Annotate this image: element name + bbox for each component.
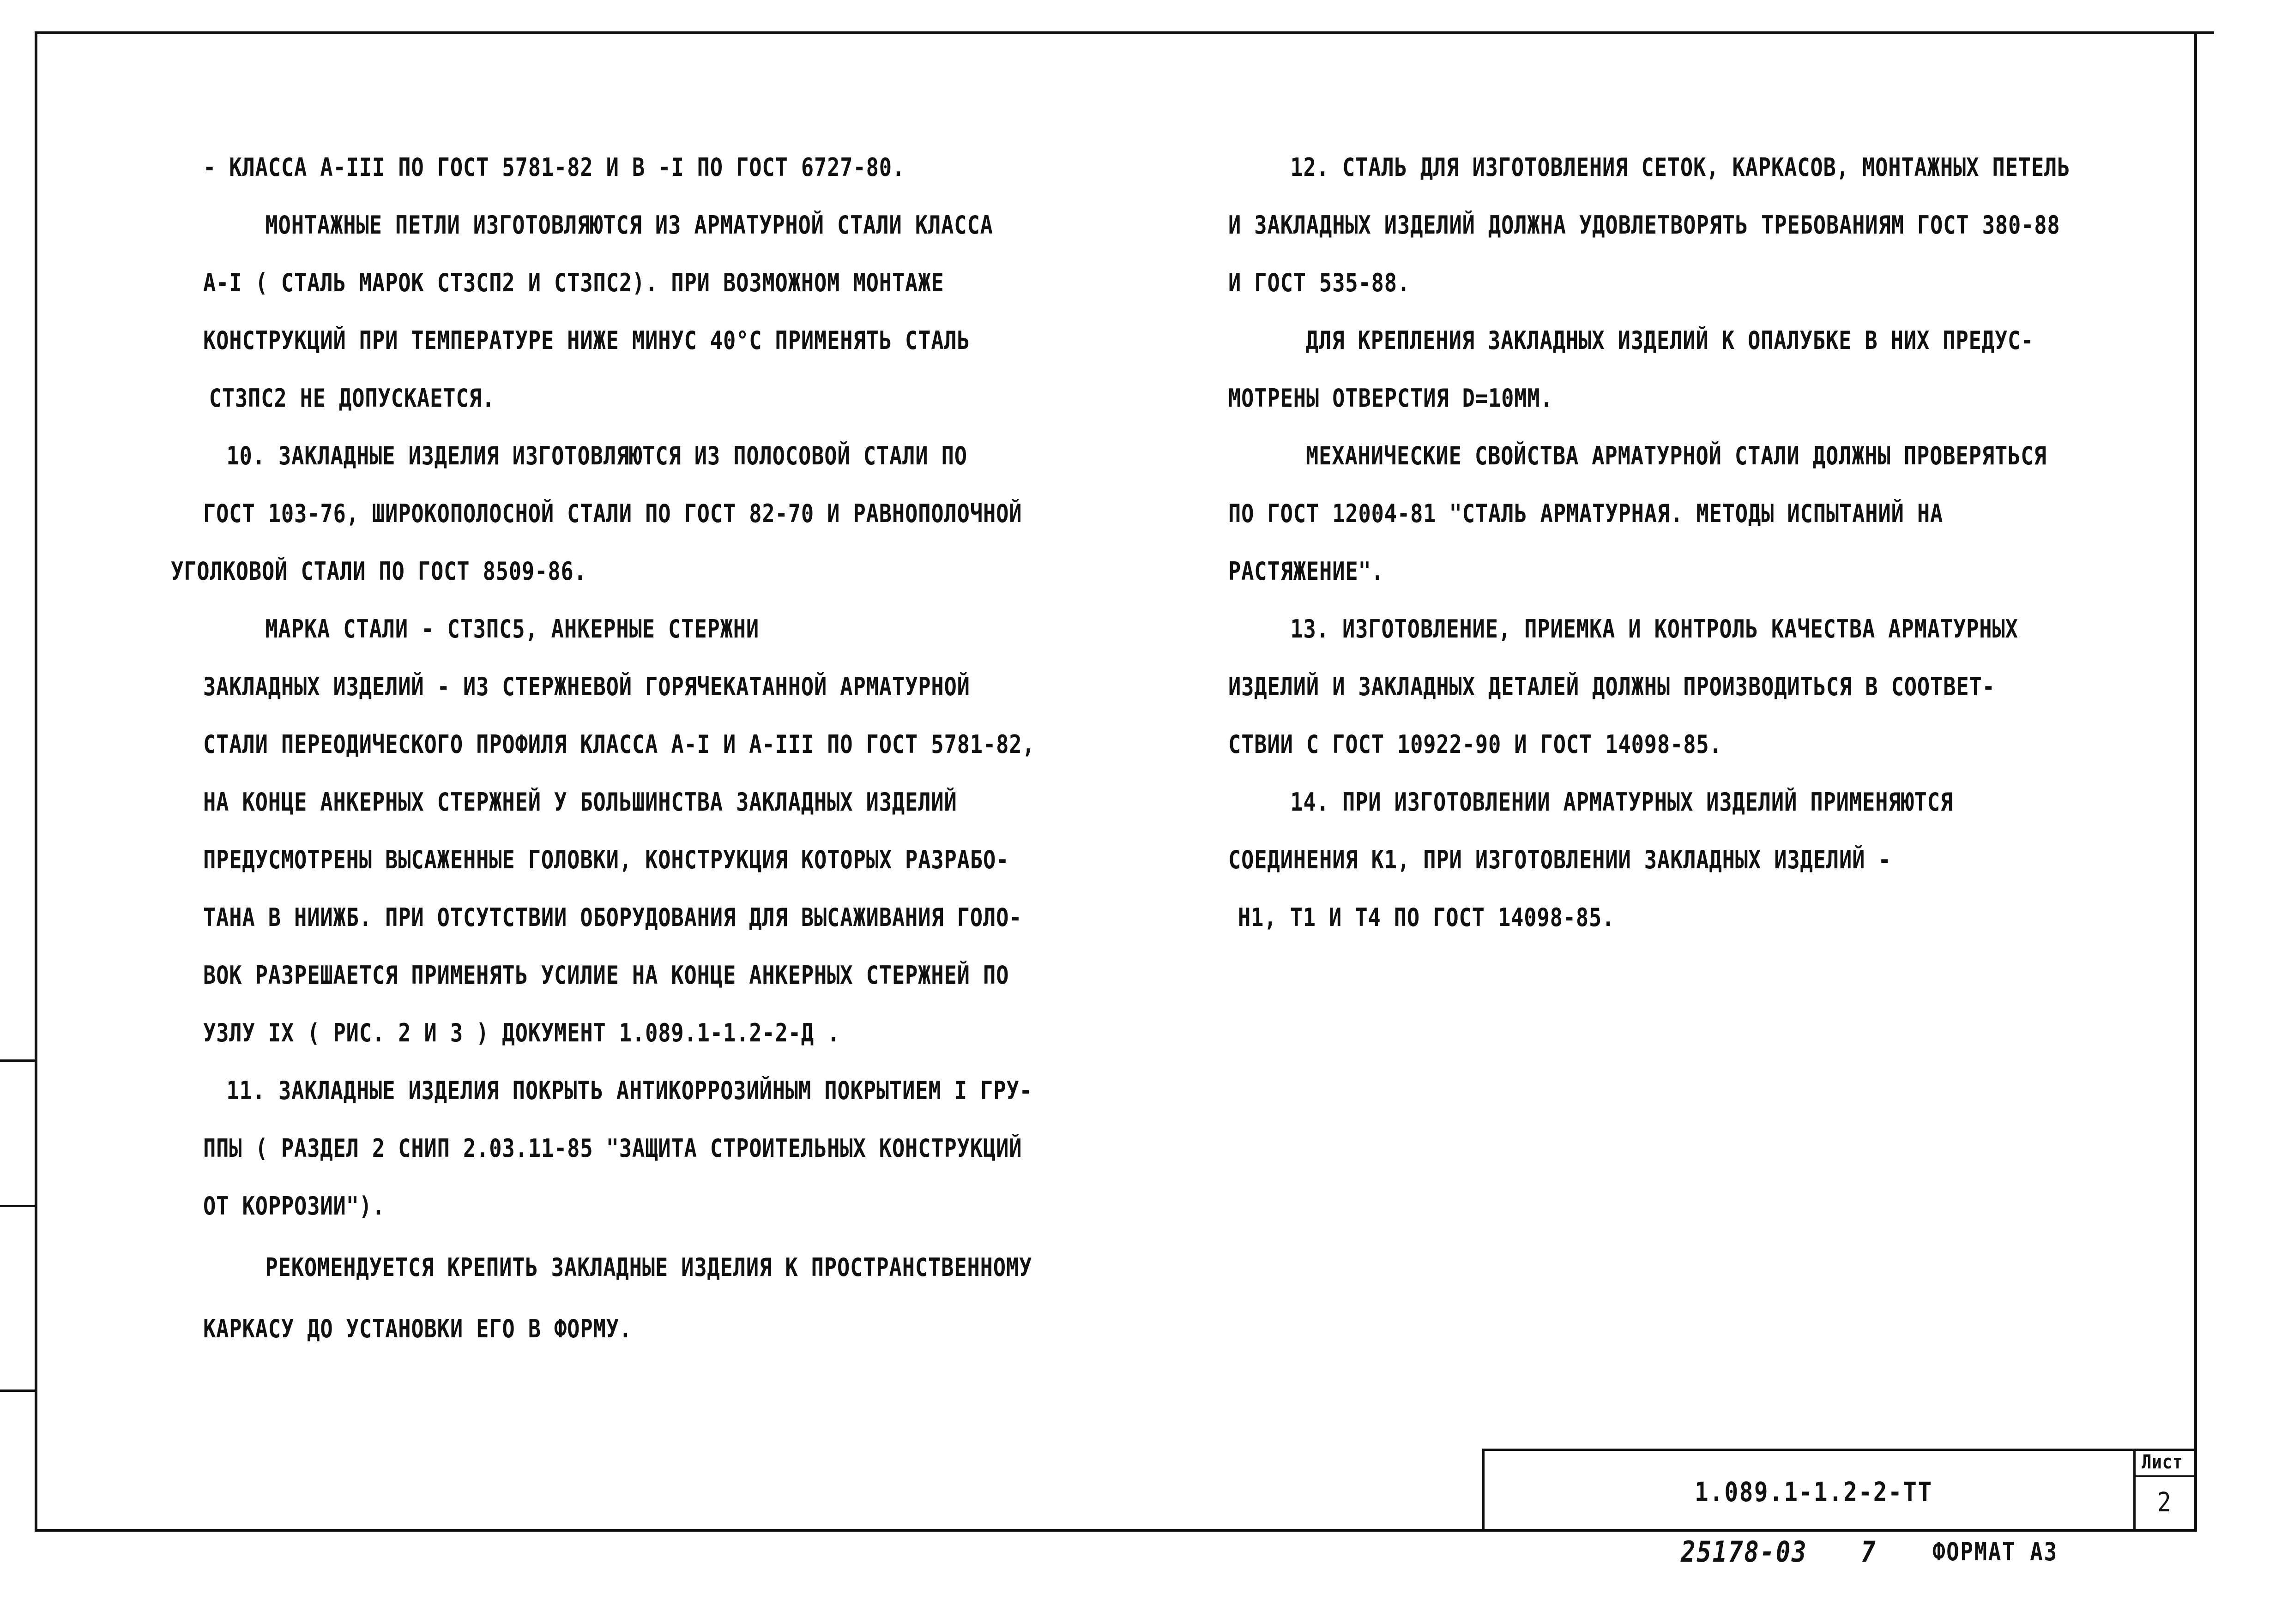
text-line: ИЗДЕЛИЙ И ЗАКЛАДНЫХ ДЕТАЛЕЙ ДОЛЖНЫ ПРОИЗВОДИТЬСЯ В СООТВЕТ- [1228, 672, 1995, 701]
text-line: И ЗАКЛАДНЫХ ИЗДЕЛИЙ ДОЛЖНА УДОВЛЕТВОРЯТЬ ТРЕБОВАНИЯМ ГОСТ 380-88 [1228, 211, 2060, 240]
text-line: СТАЛИ ПЕРЕОДИЧЕСКОГО ПРОФИЛЯ КЛАССА А-I И А-III ПО ГОСТ 5781-82, [203, 730, 1035, 759]
text-line: ПО ГОСТ 12004-81 "СТАЛЬ АРМАТУРНАЯ. МЕТОДЫ ИСПЫТАНИЙ НА [1228, 499, 1944, 528]
sheet-cell-divider [2133, 1475, 2197, 1477]
text-line: 10. ЗАКЛАДНЫЕ ИЗДЕЛИЯ ИЗГОТОВЛЯЮТСЯ ИЗ ПОЛОСОВОЙ СТАЛИ ПО [226, 441, 967, 470]
text-line: НА КОНЦЕ АНКЕРНЫХ СТЕРЖНЕЙ У БОЛЬШИНСТВА ЗАКЛАДНЫХ ИЗДЕЛИЙ [203, 788, 957, 817]
inventory-number: 25178-03 [1681, 1535, 1808, 1569]
text-line: 11. ЗАКЛАДНЫЕ ИЗДЕЛИЯ ПОКРЫТЬ АНТИКОРРОЗИЙНЫМ ПОКРЫТИЕМ I ГРУ- [226, 1076, 1032, 1105]
text-line: ПРЕДУСМОТРЕНЫ ВЫСАЖЕННЫЕ ГОЛОВКИ, КОНСТРУКЦИЯ КОТОРЫХ РАЗРАБО- [203, 845, 1009, 874]
frame-top-line [35, 31, 2214, 34]
text-line: УЗЛУ IX ( РИС. 2 И 3 ) ДОКУМЕНТ 1.089.1-1.2-2-Д . [203, 1018, 840, 1047]
text-line: Н1, Т1 И Т4 ПО ГОСТ 14098-85. [1238, 903, 1615, 932]
text-line: КАРКАСУ ДО УСТАНОВКИ ЕГО В ФОРМУ. [203, 1314, 632, 1343]
text-line: МАРКА СТАЛИ - СТ3ПС5, АНКЕРНЫЕ СТЕРЖНИ [265, 614, 760, 644]
sheet-number: 2 [2157, 1486, 2173, 1518]
title-block-top-border [1482, 1449, 2197, 1451]
text-line: МЕХАНИЧЕСКИЕ СВОЙСТВА АРМАТУРНОЙ СТАЛИ ДОЛЖНЫ ПРОВЕРЯТЬСЯ [1306, 441, 2047, 470]
left-text-column [171, 138, 1196, 1358]
text-line: СОЕДИНЕНИЯ К1, ПРИ ИЗГОТОВЛЕНИИ ЗАКЛАДНЫХ ИЗДЕЛИЙ - [1228, 845, 1891, 874]
text-line: ОТ КОРРОЗИИ"). [203, 1191, 386, 1221]
text-line: КОНСТРУКЦИЙ ПРИ ТЕМПЕРАТУРЕ НИЖЕ МИНУС 40°С ПРИМЕНЯТЬ СТАЛЬ [203, 326, 970, 355]
text-line: 13. ИЗГОТОВЛЕНИЕ, ПРИЕМКА И КОНТРОЛЬ КАЧЕСТВА АРМАТУРНЫХ [1290, 614, 2018, 644]
text-line: ГОСТ 103-76, ШИРОКОПОЛОСНОЙ СТАЛИ ПО ГОСТ 82-70 И РАВНОПОЛОЧНОЙ [203, 499, 1022, 528]
paper-format: ФОРМАТ А3 [1932, 1537, 2058, 1566]
text-line: - КЛАССА А-III ПО ГОСТ 5781-82 И В -I ПО ГОСТ 6727-80. [203, 153, 906, 182]
copy-number: 7 [1861, 1535, 1877, 1569]
text-line: СТ3ПС2 НЕ ДОПУСКАЕТСЯ. [209, 384, 495, 413]
text-line: РЕКОМЕНДУЕТСЯ КРЕПИТЬ ЗАКЛАДНЫЕ ИЗДЕЛИЯ К ПРОСТРАНСТВЕННОМУ [265, 1253, 1032, 1282]
text-line: МОТРЕНЫ ОТВЕРСТИЯ D=10ММ. [1228, 384, 1553, 413]
text-line: ТАНА В НИИЖБ. ПРИ ОТСУТСТВИИ ОБОРУДОВАНИЯ ДЛЯ ВЫСАЖИВАНИЯ ГОЛО- [203, 903, 1022, 932]
text-line: СТВИИ С ГОСТ 10922-90 И ГОСТ 14098-85. [1228, 730, 1722, 759]
text-line: ДЛЯ КРЕПЛЕНИЯ ЗАКЛАДНЫХ ИЗДЕЛИЙ К ОПАЛУБКЕ В НИХ ПРЕДУС- [1306, 326, 2034, 355]
text-line: А-I ( СТАЛЬ МАРОК СТ3СП2 И СТ3ПС2). ПРИ ВОЗМОЖНОМ МОНТАЖЕ [203, 268, 944, 297]
sheet-label: Лист [2142, 1450, 2183, 1473]
text-line: 14. ПРИ ИЗГОТОВЛЕНИИ АРМАТУРНЫХ ИЗДЕЛИЙ ПРИМЕНЯЮТСЯ [1290, 788, 1954, 817]
text-line: МОНТАЖНЫЕ ПЕТЛИ ИЗГОТОВЛЯЮТСЯ ИЗ АРМАТУРНОЙ СТАЛИ КЛАССА [265, 211, 993, 240]
document-code: 1.089.1-1.2-2-ТТ [1695, 1476, 1933, 1508]
margin-tick [0, 1205, 37, 1207]
title-block [1482, 1449, 2197, 1532]
margin-tick [0, 1389, 37, 1392]
text-line: ЗАКЛАДНЫХ ИЗДЕЛИЙ - ИЗ СТЕРЖНЕВОЙ ГОРЯЧЕКАТАННОЙ АРМАТУРНОЙ [203, 672, 970, 701]
text-line: И ГОСТ 535-88. [1228, 268, 1411, 297]
frame-left-line [35, 31, 37, 1532]
text-line: ВОК РАЗРЕШАЕТСЯ ПРИМЕНЯТЬ УСИЛИЕ НА КОНЦЕ АНКЕРНЫХ СТЕРЖНЕЙ ПО [203, 961, 1009, 990]
sheet-cell-left-border [2133, 1449, 2136, 1532]
text-line: УГОЛКОВОЙ СТАЛИ ПО ГОСТ 8509-86. [171, 557, 587, 586]
right-text-column [1228, 138, 2207, 946]
title-block-left-border [1482, 1449, 1485, 1532]
text-line: РАСТЯЖЕНИЕ". [1228, 557, 1384, 586]
text-line: ППЫ ( РАЗДЕЛ 2 СНИП 2.03.11-85 "ЗАЩИТА СТРОИТЕЛЬНЫХ КОНСТРУКЦИЙ [203, 1134, 1022, 1163]
margin-tick [0, 1059, 37, 1062]
text-line: 12. СТАЛЬ ДЛЯ ИЗГОТОВЛЕНИЯ СЕТОК, КАРКАСОВ, МОНТАЖНЫХ ПЕТЕЛЬ [1290, 153, 2071, 182]
